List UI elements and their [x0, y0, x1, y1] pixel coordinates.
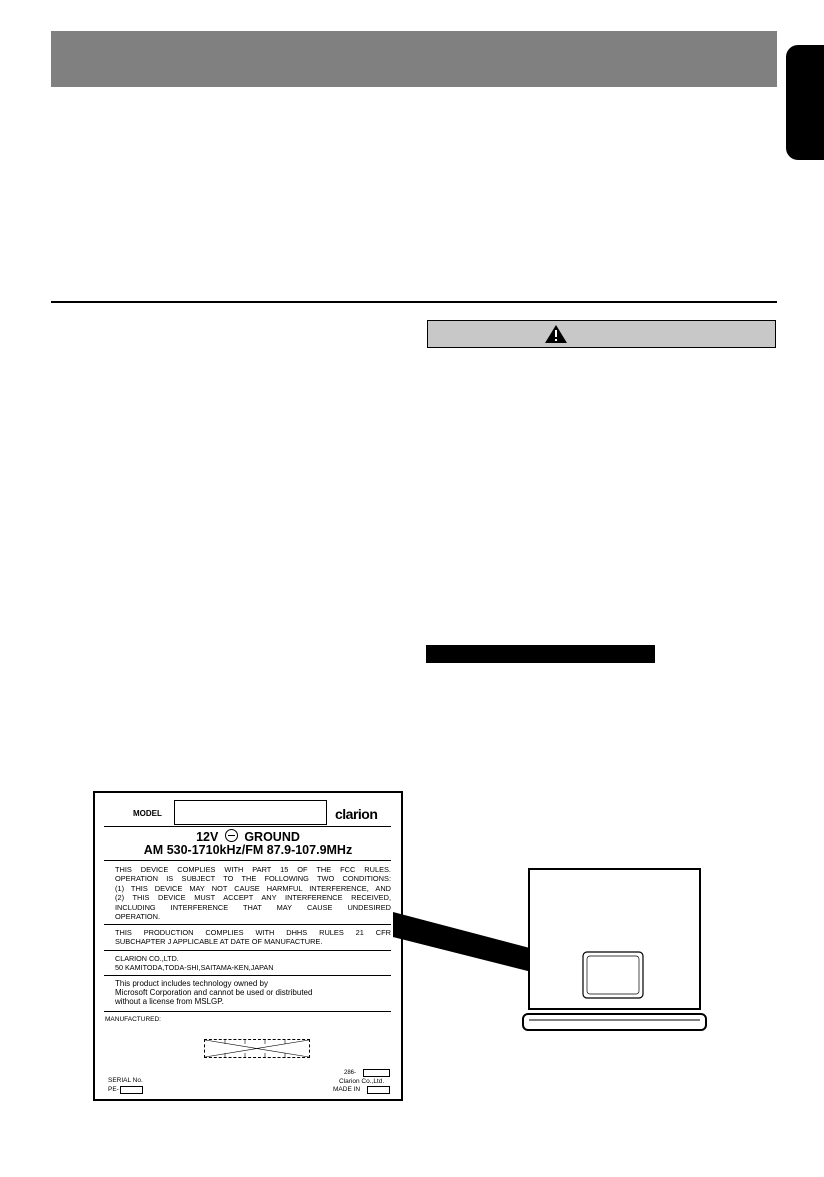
ms-line: without a license from MSLGP.: [115, 997, 224, 1007]
fcc-line: (2) THIS DEVICE MUST ACCEPT ANY INTERFERENCE RECEIVED,: [115, 893, 391, 903]
maker-line: CLARION CO.,LTD.: [115, 954, 179, 963]
clarion-ltd-caption: Clarion Co.,Ltd.: [339, 1078, 385, 1085]
fcc-line: THIS DEVICE COMPLIES WITH PART 15 OF THE FCC RULES.: [115, 865, 391, 874]
made-in-caption: MADE IN: [333, 1086, 361, 1093]
fcc-line: (1) THIS DEVICE MAY NOT CAUSE HARMFUL INTERFERENCE, AND: [115, 883, 391, 893]
ground-text: GROUND: [244, 830, 300, 844]
model-caption: MODEL: [133, 809, 162, 818]
frequency-band: AM 530-1710kHz/FM 87.9-107.9MHz: [143, 843, 353, 857]
serial-caption: SERIAL No.: [108, 1077, 143, 1084]
ms-line: Microsoft Corporation and cannot be used or distributed: [115, 988, 313, 998]
head-unit-illustration: [522, 868, 707, 1033]
ms-line: This product includes technology owned by: [115, 979, 268, 988]
pe-caption: PE-: [108, 1086, 119, 1093]
voltage-text: 12V: [196, 830, 219, 844]
fcc-line: INCLUDING INTERFERENCE THAT MAY CAUSE UNDESIRED: [115, 902, 391, 912]
dhhs-line: THIS PRODUCTION COMPLIES WITH DHHS RULES 21 CFR: [115, 928, 391, 937]
dhhs-line: SUBCHAPTER J APPLICABLE AT DATE OF MANUFACTURE.: [115, 937, 323, 947]
manufactured-caption: MANUFACTURED:: [105, 1016, 161, 1023]
code-286-caption: 286-: [344, 1070, 357, 1076]
maker-line: 50 KAMITODA,TODA-SHI,SAITAMA-KEN,JAPAN: [115, 963, 274, 973]
fcc-line: OPERATION IS SUBJECT TO THE FOLLOWING TWO CONDITIONS:: [115, 874, 391, 884]
brand-logo: clarion: [335, 806, 378, 822]
fcc-line: OPERATION.: [115, 912, 161, 922]
